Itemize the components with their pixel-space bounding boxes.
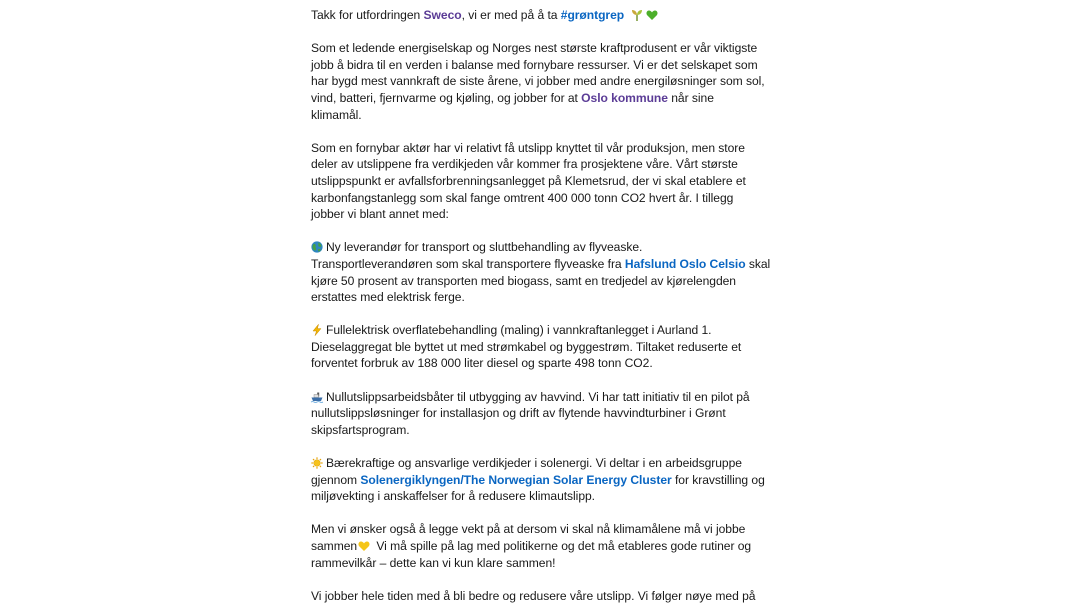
item3-line: [311, 389, 756, 406]
lightning-icon: [311, 324, 323, 336]
globe-icon: [311, 241, 323, 253]
p3-line: jobber vi blant annet med:: [311, 207, 449, 222]
yellow-heart-icon: [358, 540, 370, 552]
paragraph-gap: [311, 306, 756, 323]
seedling-icon: [631, 9, 643, 21]
item3-line: nullutslippsløsninger for installasjon og drift av flytende havvindturbiner i Grønt: [311, 406, 726, 421]
item1-line: erstattes med elektrisk ferge.: [311, 290, 465, 305]
paragraph-gap: [311, 571, 756, 588]
item4-line: [311, 472, 765, 489]
item1-line: [311, 239, 756, 256]
item2-title: Fullelektrisk overflatebehandling (maling) i vannkraftanlegget i Aurland 1.: [326, 323, 712, 338]
item1-text: skal: [745, 256, 771, 271]
p2-text: når sine: [667, 90, 714, 105]
p4-line: [311, 538, 756, 555]
p3-line: utslippspunkt er avfallsforbrenningsanlegget på Klemetsrud, der vi skal etablere et: [311, 173, 746, 188]
intro-text: Takk for utfordringen: [311, 8, 424, 22]
item3-line: skipsfartsprogram.: [311, 422, 410, 437]
p5-line: Vi jobber hele tiden med å bli bedre og redusere våre utslipp. Vi følger nøye med på: [311, 588, 756, 603]
paragraph-gap: [311, 223, 756, 240]
p3-line: karbonfangstanlegg som skal fange omtrent 400 000 tonn CO2 hvert år. I tillegg: [311, 190, 734, 205]
p2-line: har bygd mest vannkraft de siste årene, vi jobber med andre energiløsninger som sol,: [311, 74, 765, 89]
p2-line: [311, 90, 756, 107]
p2-line: klimamål.: [311, 107, 362, 122]
link-solenergiklyngen[interactable]: Solenergiklyngen/The Norwegian Solar Energy Cluster: [360, 472, 672, 487]
p2-line: Som et ledende energiselskap og Norges nest største kraftprodusent er vår viktigste: [311, 41, 758, 56]
item4-line: [311, 455, 756, 472]
post-body: [311, 0, 771, 608]
p3-line: Som en fornybar aktør har vi relativt få utslipp knyttet til vår produksjon, men store: [311, 140, 745, 155]
green-heart-icon: [646, 9, 658, 21]
sun-icon: [311, 457, 323, 469]
paragraph-gap: [311, 372, 756, 389]
item1-text: Transportleverandøren som skal transportere flyveaske fra: [311, 256, 625, 271]
p3-line: deler av utslippene fra verdikjeden vår kommer fra prosjektene våre. Vårt største: [311, 157, 738, 172]
item4-text: gjennom: [311, 472, 361, 487]
item2-line: forventet forbruk av 188 000 liter diesel og sparte 498 tonn CO2.: [311, 356, 653, 371]
item4-line: miljøvekting i anskaffelser for å redusere klimautslipp.: [311, 489, 595, 504]
mention-oslo-kommune[interactable]: Oslo kommune: [581, 90, 668, 105]
p4-text: Vi må spille på lag med politikerne og det må etableres gode rutiner og: [373, 539, 752, 553]
paragraph-gap: [311, 123, 756, 140]
item1-line: kjøre 50 prosent av transporten med biogass, samt en tredjedel av kjørelengden: [311, 273, 736, 288]
p4-line: rammevilkår – dette kan vi kun klare sammen!: [311, 555, 556, 570]
p4-line: Men vi ønsker også å legge vekt på at dersom vi skal nå klimamålene må vi jobbe: [311, 522, 746, 537]
intro-line: [311, 7, 756, 24]
item3-title: Nullutslippsarbeidsbåter til utbygging av havvind. Vi har tatt initiativ til en pilot på: [326, 389, 750, 404]
paragraph-gap: [311, 438, 756, 455]
p2-text: vind, batteri, fjernvarme og kjøling, og jobber for at: [311, 90, 582, 105]
item1-title: Ny leverandør for transport og sluttbehandling av flyveaske.: [326, 240, 643, 255]
intro-text-middle: , vi er med på å ta: [461, 8, 561, 22]
post-text: [311, 7, 771, 604]
paragraph-gap: [311, 505, 756, 522]
p2-line: jobb å bidra til en verden i balanse med fornybare ressurser. Vi er det selskapet som: [311, 57, 758, 72]
paragraph-gap: [311, 24, 756, 41]
item2-line: [311, 322, 756, 339]
item4-text: for kravstilling og: [671, 472, 765, 487]
mention-sweco[interactable]: Sweco: [423, 8, 462, 22]
link-hafslund-oslo-celsio[interactable]: Hafslund Oslo Celsio: [624, 256, 746, 271]
item4-title: Bærekraftige og ansvarlige verdikjeder i solenergi. Vi deltar i en arbeidsgruppe: [326, 456, 742, 471]
hashtag-grontgrep[interactable]: #grøntgrep: [560, 8, 625, 22]
item2-line: Dieselaggregat ble byttet ut med strømkabel og byggestrøm. Tiltaket reduserte et: [311, 339, 742, 354]
item1-line: [311, 256, 771, 273]
ship-icon: [311, 391, 323, 403]
p4-text: sammen: [311, 539, 358, 553]
